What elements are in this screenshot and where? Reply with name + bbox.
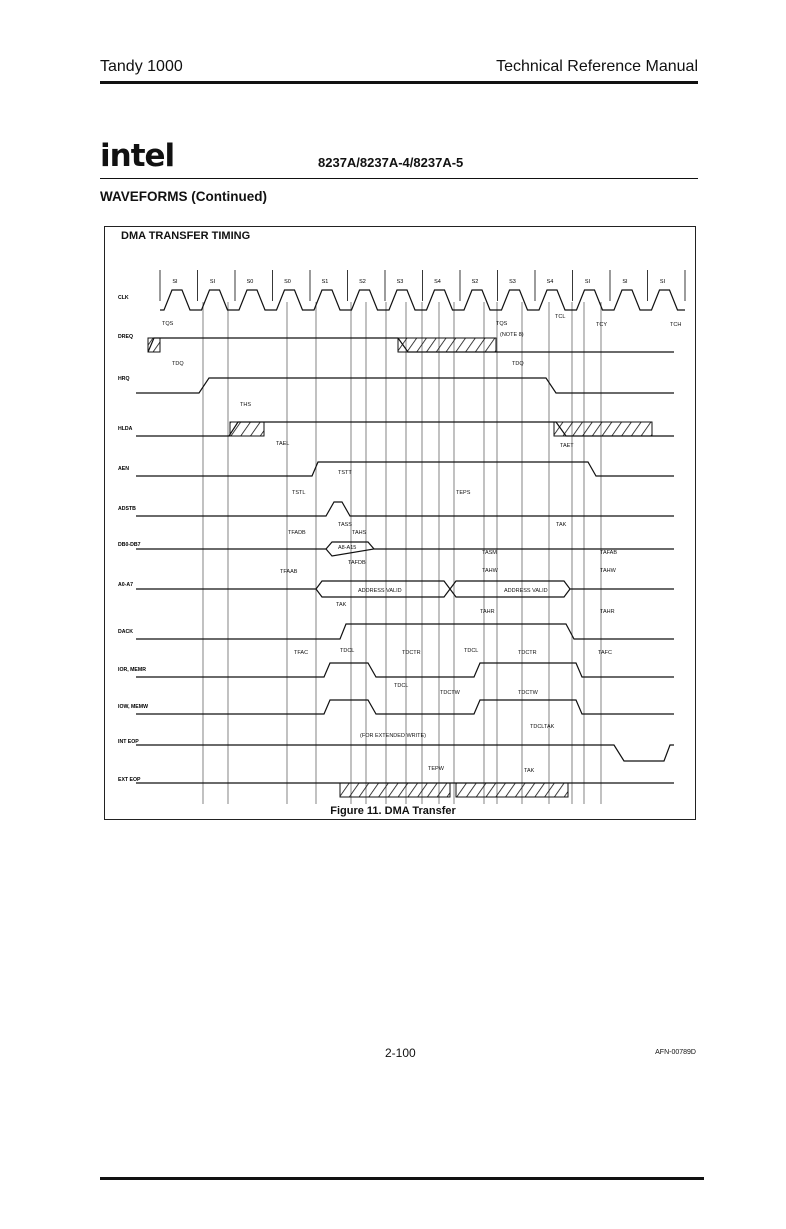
state-label: SI [659,279,666,285]
header-rule [100,81,698,84]
state-label: S4 [546,279,554,285]
state-label: SI [584,279,591,285]
signal-label: HLDA [118,426,133,432]
ext-eop-hatch-1 [340,783,450,797]
signal-label: HRQ [118,376,130,382]
timing-label-tass: TASS [338,522,352,528]
part-number: 8237A/8237A-4/8237A-5 [318,155,464,170]
timing-label-ths: THS [240,402,251,408]
timing-label-tak-bottom: TAK [524,768,535,774]
state-label: S1 [321,279,329,285]
state-label: S3 [509,279,516,285]
section-title: WAVEFORMS (Continued) [100,189,267,204]
timing-label-tqs-left: TQS [162,321,174,327]
timing-label-tak-mid: TAK [336,602,347,608]
dma-timing-diagram [104,226,696,820]
signal-label: ADSTB [118,506,136,512]
page-number: 2-100 [385,1046,416,1060]
timing-label-tahw-mid: TAHW [482,568,498,574]
state-label: S3 [396,279,404,285]
timing-label-taet: TAET [560,443,574,449]
ext-eop-hatch-2 [456,783,568,797]
timing-label-tdcl-2: TDCL [464,648,479,654]
signal-label: DB0-DB7 [118,542,141,548]
iow-wave [136,700,674,714]
timing-label-tstl: TSTL [292,490,306,496]
timing-label-tch: TCH [670,322,682,328]
header-right: Technical Reference Manual [496,58,698,75]
timing-label-tasm: TASM [482,550,497,556]
timing-label-tcl: TCL [555,314,566,320]
dack-wave [136,624,674,639]
signal-label: IOW, MEMW [118,704,148,710]
timing-label-tael: TAEL [276,441,290,447]
header-left: Tandy 1000 [100,58,183,75]
document-code: AFN-00789D [655,1049,696,1056]
state-label: SI [172,279,178,285]
hlda-hatch-2 [554,422,652,436]
state-label: S0 [246,279,254,285]
timing-label-tdcl-1: TDCL [340,648,355,654]
signal-label: IOR, MEMR [118,667,146,673]
timing-label-ext-write: (FOR EXTENDED WRITE) [360,733,426,739]
state-label: S0 [284,279,291,285]
signal-label: AEN [118,466,129,472]
signal-label: DACK [118,629,133,635]
timing-label-tak-low: TAK [544,724,555,730]
timing-label-tdq-right: TDQ [512,361,524,367]
timing-label-tdctw-2: TDCTW [518,690,538,696]
timing-label-tfadb: TFADB [288,530,306,536]
intel-logo: intel [100,138,175,174]
timing-label-address-valid-1: ADDRESS VALID [358,588,402,594]
dreq-start-hatch [148,338,160,352]
timing-label-tdcl-4: TDCL [530,724,545,730]
dreq-hatch [398,338,496,352]
state-label: S4 [434,279,441,285]
timing-label-address-valid-2: ADDRESS VALID [504,588,548,594]
timing-label-tahs: TAHS [352,530,367,536]
figure-caption: Figure 11. DMA Transfer [330,805,456,817]
figure-box-title: DMA TRANSFER TIMING [121,230,251,242]
state-label: SI [209,279,216,285]
timing-label-tdcl-3: TDCL [394,683,409,689]
timing-label-tahr-right: TAHR [600,609,615,615]
timing-label-tak-top: TAK [556,522,567,528]
timing-label-tepw: TEPW [428,766,444,772]
timing-label-tafab: TAFAB [600,550,618,556]
ior-wave [136,663,674,677]
state-label: S2 [359,279,366,285]
signal-label: DREQ [118,334,133,340]
timing-label-tcy: TCY [596,322,607,328]
state-label: S2 [471,279,479,285]
timing-label-note: (NOTE 8) [500,332,524,338]
timing-label-tdctr-2: TDCTR [518,650,537,656]
timing-label-tqs-right: TQS [496,321,508,327]
aen-wave [136,462,674,476]
hlda-hatch-1 [230,422,264,436]
signal-label: CLK [118,295,129,301]
int-eop-wave [136,745,674,761]
timing-label-teps: TEPS [456,490,471,496]
signal-label: EXT EOP [118,777,141,783]
timing-label-tfaab: TFAAB [280,569,298,575]
timing-label-tdctw-1: TDCTW [440,690,460,696]
timing-label-upper-addr: A8-A15 [338,545,357,551]
timing-label-tdq-left: TDQ [172,361,184,367]
timing-label-tafdb: TAFDB [348,560,366,566]
timing-label-tahr-mid: TAHR [480,609,495,615]
timing-label-tahw-right: TAHW [600,568,616,574]
timing-label-tfac: TFAC [294,650,309,656]
signal-label: INT EOP [118,739,139,745]
timing-label-tstt: TSTT [338,470,352,476]
state-label: SI [622,279,628,285]
timing-label-tdctr-1: TDCTR [402,650,421,656]
timing-label-tafc: TAFC [598,650,612,656]
footer-rule [100,1177,704,1180]
signal-label: A0-A7 [118,582,133,588]
adstb-wave [136,502,674,516]
hrq-wave [136,378,674,393]
sub-header-rule [100,178,698,179]
